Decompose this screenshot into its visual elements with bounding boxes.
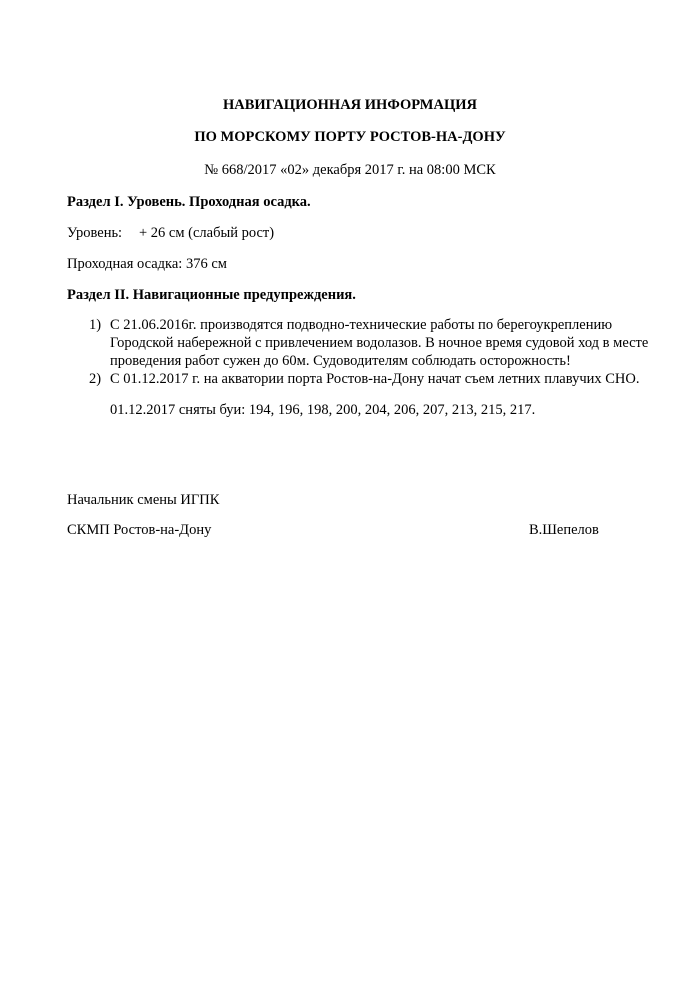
list-item-line: С 01.12.2017 г. на акватории порта Ростов-на-Дону начат съем летних плавучих СНО. — [110, 371, 640, 387]
level-label: Уровень: — [67, 225, 123, 241]
issue-number-date: № 668/2017 «02» декабря 2017 г. на 08:00 МСК — [204, 162, 496, 178]
list-item-line: С 21.06.2016г. производятся подводно-технические работы по берегоукреплению — [110, 317, 613, 333]
section-2-heading: Раздел II. Навигационные предупреждения. — [67, 287, 356, 303]
buoys-removed-note: 01.12.2017 сняты буи: 194, 196, 198, 200, 204, 206, 207, 213, 215, 217. — [110, 402, 536, 418]
signatory-name: В.Шепелов — [529, 522, 599, 538]
document-title-line-2: ПО МОРСКОМУ ПОРТУ РОСТОВ-НА-ДОНУ — [194, 129, 506, 145]
level-value: + 26 см (слабый рост) — [139, 225, 275, 241]
passing-draft: Проходная осадка: 376 см — [67, 256, 227, 272]
signatory-position-line-1: Начальник смены ИГПК — [67, 492, 220, 508]
document-title-line-1: НАВИГАЦИОННАЯ ИНФОРМАЦИЯ — [222, 97, 477, 113]
list-item-line: Городской набережной с привлечением водолазов. В ночное время судовой ход в месте — [110, 335, 649, 351]
section-1-heading: Раздел I. Уровень. Проходная осадка. — [67, 194, 311, 210]
list-item-number: 1) — [89, 317, 102, 333]
signatory-position-line-2: СКМП Ростов-на-Дону — [67, 522, 212, 538]
list-item-number: 2) — [89, 371, 102, 387]
list-item-line: проведения работ сужен до 60м. Судоводителям соблюдать осторожность! — [110, 353, 571, 369]
